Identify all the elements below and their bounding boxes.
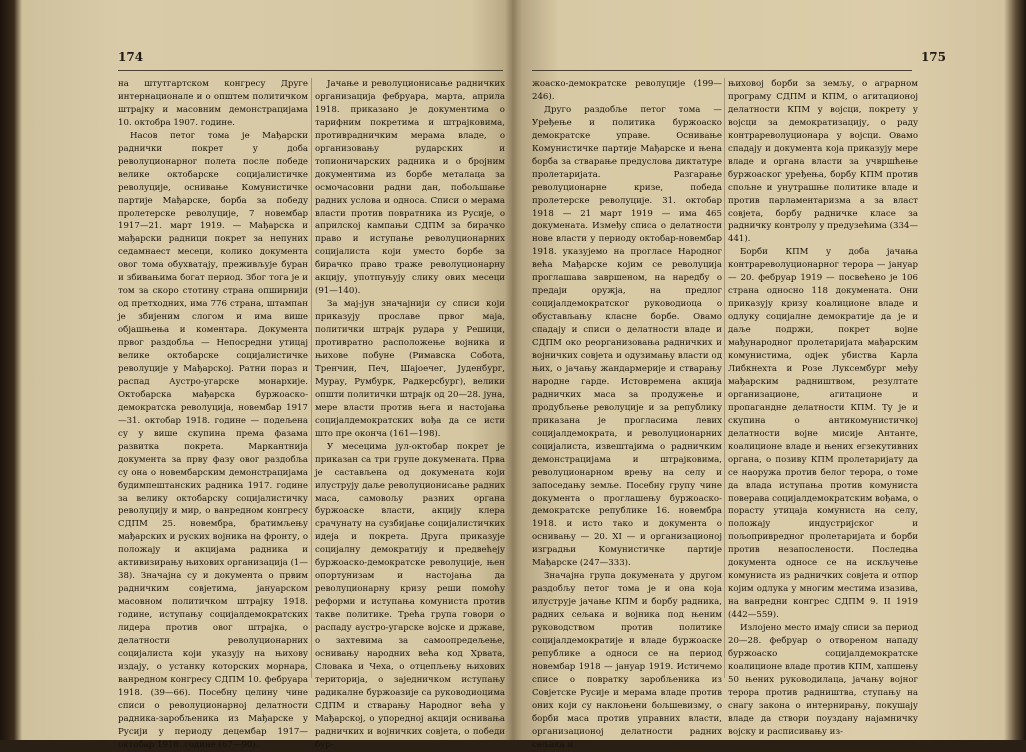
paragraph: Јачање и револуционисање радничких организација фебруара, марта, априла 1918. приказано је документима о тарифним покретима и штрајковима, противрадничким мерама владе, о организовању рударских и топионичарских радника и о бројним документима из борбе металаца за осмочасовни радни дан, побољшање радних услова и односа. Списи о мерама власти против повратника из Русије, о априлској кампањи СДПМ за бирачко право и иступање револуционарних социјалиста који уместо борбе за бирачко право траже револуционарну акцију, употпуњују слику ових месеци (91—140). bbox=[315, 79, 505, 297]
paragraph: За мај-јун значајнији су списи који приказују прославе првог маја, политички штрајк рудара у Решици, противратно расположење војника и њихове побуне (Римавска Собота, Тренчин, Печ, Шајоечег, Јуденбург, Мурау, Румбурк, Радкерсбург), велики општи политички штрајк од 20—28. јуна, мере власти против њега и настојања социјалдемократских вођа да се исти што пре оконча (161—198). bbox=[315, 299, 505, 439]
paragraph: Излојено место имају списи за период 20—28. фебруар о отвореном нападу буржоаско социјалдемократске коалиционе владе против КПМ, хапшењу 50 њених руководилаца, јачању војног терора против радништва, ступању на снагу закона о интернирању, покушају владе да створи поуздану најамничку војску и расписивању из- bbox=[728, 623, 918, 737]
text-column-2 bbox=[315, 78, 505, 752]
paragraph: Друго раздобље петог тома — Уређење и политика буржоаско демократске управе. Оснивање Комунистичке партије Мађарске и њена борба за стварање предуслова диктатуре пролетаријата. Разгарање револуционарне кризе, победа пролетерске револуције. 31. октобар 1918 — 21 март 1919 — има 465 докумената. Између списа о делатности нове власти у периоду октобар-новембар 1918. указујемо на прогласе Народног већа Мађарске којим се револуција проглашава завршеном, на наредбу о предаји оружја, на предлог социјалдемократског руководиоца о обустављању класне борбе. Овамо спадају и списи о делатности владе и СДПМ око реорганизовања радничких и војничких совјета и одузимању власти од њих, о јачању жандармерије и стварању народне гарде. Истовремена акција радничких маса за продужење и продубљење револуције и за републику приказана је прогласима левих социјалдемократа, и револуционарних социјалиста, извештајима о радничким демонстрацијама и штрајковима, револуционарном врењу на селу и запоседању земље. Посебну групу чине документа о проглашењу буржоаско-демократске републике 16. новембра 1918. и исто тако и документа о оснивању — 20. XI — и организационој изградњи Комунистичке партије Мађарске (247—333). bbox=[532, 104, 722, 569]
text-column-2 bbox=[728, 78, 918, 739]
paragraph: Борби КПМ у доба јачања контрареволуционарног терора — јануар — 20. фебруар 1919 — посвећено је 106 страна односно 118 докумената. Они приказују кризу коалиционе владе и одлуку социјалне демократије да је и даље подржи, покрет војне мађународног пролетаријата мађарским комунистима, одјек убиства Карла Либкнехта и Розе Луксембург међу мађарским радништвом, резултате организационе, агитационе и пропагандне делатности КПМ. Ту је и скупина о антикомунистичкој делатности војне мисије Антанте, коалиционе владе и њених егзекутивних органа, о позиву КПМ пролетаријату да се наоружа против белог терора, о томе да влада иступања против комуниста поверава социјалдемократским вођама, о порасту утицаја комуниста на селу, положају индустријског и пољопривредног пролетаријата и борби против незапослености. Последња документа односе се на искључење комуниста из радничких совјета и отпор којим одлука у многим местима изазива, на ванредни конгрес СДПМ 9. II 1919 (442—559). bbox=[728, 247, 918, 621]
right-page bbox=[516, 0, 1004, 750]
text-column-1 bbox=[118, 78, 308, 752]
paragraph: жоаско-демократске револуције (199—246). bbox=[532, 79, 722, 102]
paragraph: У месецима јул-октобар покрет је приказан са три групе докумената. Прва је састављена од докумената који илуструју даље револуционисање радних маса, самовољу разних органа буржоаске власти, акцију клера срачунату на сузбијање социјалистичких идеја и покрета. Друга приказује социјалну демократију и предвећеју буржоаско-демократске револуције, њен опортунизам и настојања да револуционарну кризу реши помоћу реформи и иступања комуниста против такве политике. Трећа група говори о распаду аустро-угарске војске и државе, о захтевима за самоопредељење, оснивању народних већа код Хрвата, Словака и Чеха, о отцепљењу њихових територија, о заједничком иступању радикалне буржоазије са руководиоцима СДПМ и стварању Народног већа у Мађарској, о упоредној акцији оснивања радничких и војничких совјета, о победи бур- bbox=[315, 441, 505, 750]
column-separator bbox=[724, 78, 725, 678]
paragraph: Насов петог тома је Мађарски раднички покрет у доба револуционарног полета после победе велике октобарске социјалистичке револуције, оснивање Комунистичке партије Мађарске, борба за победу пролетерске револуције, 7 новембар 1917—21. март 1919. — Мађарска и мађарски радници покрет за непуних седамнаест месеци, колико документа овог тома обухватају, преживљује буран и збивањима богат период. Због тога је и том за скоро стотину страна опширнији од претходних, има 776 страна, штампан је збијеним слогом и има више објашњења и коментара. Документа првог раздобља — Непосредни утицај велике октобарске социјалистичке револуције у Мађарској. Ратни пораз и распад Аустро-угарске монархије. Октобарска мађарска буржоаско-демократска револуција, новембар 1917—31. октобар 1918. године — подељена су у више скупина према фазама развитка покрета. Маркантнија документа за прву фазу овог раздобља су она о новембарским демонстрацијама будимпештанских радника 1917. године за велику октобарску социјалистичку револуцију и мир, о ванредном конгресу СДПМ 25. новембра, братимљењу мађарских и руских војника на фронту, о положају и акцијама радника и активизирању њихових организација (1—38). Значајна су и документа о првим радничким совјетима, јануарском масовном политичком штрајку 1918. године, иступању социјалдемократских лидера против овог штрајка, о делатности револуционарних социјалиста који указују на њихову издају, о устанку которских морнара, ванредном конгресу СДПМ 10. фебруара 1918. (39—66). Посебну целину чине списи о револуционарној делатности радника-заробљеника из Мађарске у Русији у периоду децембар 1917— октобар 1918. године (67—90). bbox=[118, 130, 308, 750]
text-column-1 bbox=[532, 78, 722, 752]
header-rule bbox=[532, 70, 912, 71]
paragraph: Значајна група докумената у другом раздобљу петог тома је и она која илуструје јачање КПМ и борбу радника, радних сељака и војника под њеним руководством против политике социјалдемократије и владе буржоаске републике а односи се на период новембар 1918 — јануар 1919. Истичемо списе о повратку заробљеника из Совјетске Русије и мерама владе против оних који су наклоњени бољшевизму, о борби маса против управних власти, организационој делатности радних сељака и bbox=[532, 571, 722, 750]
column-separator bbox=[311, 78, 312, 678]
header-rule bbox=[118, 70, 503, 71]
page-number: 174 bbox=[118, 50, 144, 64]
left-page bbox=[22, 0, 510, 750]
paragraph: на штутгартском конгресу Друге интернационале и о општем политичком штрајку и масовним демонстрацијама 10. октобра 1907. године. bbox=[118, 79, 308, 128]
page-number: 175 bbox=[920, 50, 946, 64]
paragraph: њиховој борби за земљу, о аграрном програму СДПМ и КПМ, о агитационој делатности КПМ у војсци, покрету у војсци за демократизацију, о раду контрареволуционара у војсци. Овамо спадају и документа која приказују мере владе и органа власти за учвршћење буржоаског уређења, борбу КПМ против спољне и унутрашње политике владе и против парламентаризма а за власт совјета, борбу радничке класе за радничку контролу у предузећима (334—441). bbox=[728, 79, 918, 245]
